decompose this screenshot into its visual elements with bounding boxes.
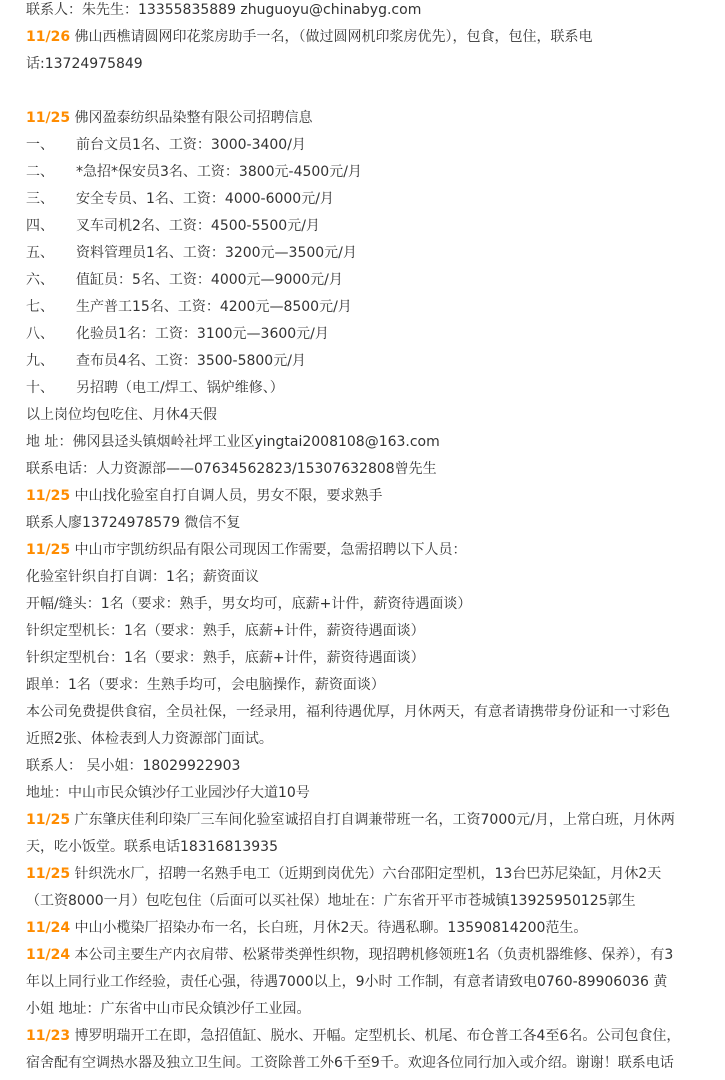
post-text-continued: 宿舍配有空调热水器及独立卫生间。工资除普工外6千至9千。欢迎各位同行加入或介绍。谢谢！联系电话 (26, 1055, 674, 1071)
contact-line: 联系人：朱先生：13355835889 zhuguoyu@chinabyg.com (26, 2, 422, 18)
post-date: 11/26 (26, 29, 71, 45)
job-item (26, 132, 706, 159)
post-text: 佛山西樵请圆网印花浆房助手一名，（做过圆网机印浆房优先），包食，包住，联系电 (70, 29, 593, 45)
item-number: 九、 (26, 353, 54, 369)
item-text: 叉车司机2名、工资：4500-5500元/月 (76, 218, 320, 234)
post-date: 11/25 (26, 110, 71, 126)
phone-line: 联系电话：人力资源部——07634562823/15307632808曾先生 (26, 461, 437, 477)
post-line: 本公司免费提供食宿，全员社保，一经录用，福利待遇优厚，月休两天，有意者请携带身份证和一寸彩色 (26, 704, 670, 720)
post-text: 本公司主要生产内衣肩带、松紧带类弹性织物，现招聘机修领班1名（负责机器维修、保养），有3 (70, 947, 674, 963)
item-number: 八、 (26, 326, 54, 342)
post-text-continued: 小姐 地址：广东省中山市民众镇沙仔工业园。 (26, 1001, 311, 1017)
post-date: 11/23 (26, 1028, 71, 1044)
job-post-2-title (26, 105, 706, 132)
post-line: 针织定型机台：1名（要求：熟手，底薪+计件，薪资待遇面谈） (26, 650, 425, 666)
post-text: 广东肇庆佳利印染厂三车间化验室诚招自打自调兼带班一名，工资7000元/月，上常白班，月休两 (70, 812, 675, 828)
spacer (26, 78, 706, 105)
job-post-8 (26, 942, 706, 969)
item-text: 前台文员1名、工资：3000-3400/月 (76, 137, 306, 153)
post-text-continued: 天，吃小饭堂。联系电话18316813935 (26, 839, 278, 855)
item-text: 另招聘（电工/焊工、锅炉维修、） (76, 380, 284, 396)
post-text: 针织洗水厂，招聘一名熟手电工（近期到岗优先）六台邵阳定型机，13台巴苏尼染缸，月休2天 (70, 866, 662, 882)
post-text: 博罗明瑞开工在即，急招值缸、脱水、开幅。定型机长、机尾、布仓普工各4至6名。公司包食住， (70, 1028, 681, 1044)
item-number: 三、 (26, 191, 54, 207)
post-text-continued: （工资8000一月）包吃包住（后面可以买社保）地址在：广东省开平市苍城镇13925950125郭生 (26, 893, 636, 909)
job-post-7 (26, 915, 706, 942)
post-title: 中山市宇凯纺织品有限公司现因工作需要，急需招聘以下人员： (70, 542, 467, 558)
job-item (26, 375, 706, 402)
contact-line: 联系人： 吴小姐：18029922903 (26, 758, 241, 774)
post-date: 11/24 (26, 920, 71, 936)
post-text: 中山小榄染厂招染办布一名，长白班，月休2天。待遇私聊。13590814200范生。 (70, 920, 588, 936)
job-item (26, 213, 706, 240)
job-item (26, 186, 706, 213)
item-number: 十、 (26, 380, 54, 396)
post-title: 佛冈盈泰纺织品染整有限公司招聘信息 (70, 110, 313, 126)
job-post-9 (26, 1023, 706, 1050)
item-text: 值缸员：5名、工资：4000元—9000元/月 (76, 272, 343, 288)
item-text: 安全专员、1名、工资：4000-6000元/月 (76, 191, 334, 207)
item-number: 一、 (26, 137, 54, 153)
job-post-6 (26, 861, 706, 888)
contact-line: 联系人廖13724978579 微信不复 (26, 515, 241, 531)
item-number: 七、 (26, 299, 54, 315)
post-line: 开幅/缝头：1名（要求：熟手，男女均可，底薪+计件，薪资待遇面谈） (26, 596, 472, 612)
job-item (26, 267, 706, 294)
article-body (26, 0, 706, 1077)
item-text: 生产普工15名、工资：4200元—8500元/月 (76, 299, 352, 315)
post-line: 化验室针织自打自调：1名；薪资面议 (26, 569, 259, 585)
item-number: 二、 (26, 164, 54, 180)
job-post-1 (26, 24, 706, 51)
post-text-continued: 话:13724975849 (26, 56, 143, 72)
item-number: 五、 (26, 245, 54, 261)
job-post-5 (26, 807, 706, 834)
address-line: 地址：中山市民众镇沙仔工业园沙仔大道10号 (26, 785, 310, 801)
post-title: 中山找化验室自打自调人员，男女不限，要求熟手 (70, 488, 383, 504)
item-text: 化验员1名：工资：3100元—3600元/月 (76, 326, 329, 342)
job-post-3 (26, 483, 706, 510)
item-text: 资料管理员1名、工资：3200元—3500元/月 (76, 245, 357, 261)
post-date: 11/25 (26, 488, 71, 504)
job-item (26, 240, 706, 267)
item-text: 查布员4名、工资：3500-5800元/月 (76, 353, 306, 369)
job-item (26, 348, 706, 375)
post-date: 11/25 (26, 812, 71, 828)
address-line: 地 址：佛冈县迳头镇烟岭社坪工业区yingtai2008108@163.com (26, 434, 440, 450)
benefits-note: 以上岗位均包吃住、月休4天假 (26, 407, 217, 423)
post-date: 11/25 (26, 866, 71, 882)
job-item (26, 321, 706, 348)
job-item (26, 294, 706, 321)
post-date: 11/24 (26, 947, 71, 963)
job-post-4 (26, 537, 706, 564)
post-line: 跟单：1名（要求：生熟手均可，会电脑操作，薪资面谈） (26, 677, 385, 693)
item-number: 四、 (26, 218, 54, 234)
item-text: *急招*保安员3名、工资：3800元-4500元/月 (76, 164, 362, 180)
post-text-continued: 年以上同行业工作经验，责任心强，待遇7000以上，9小时 工作制，有意者请致电0760-89906036 黄 (26, 974, 668, 990)
post-date: 11/25 (26, 542, 71, 558)
job-item (26, 159, 706, 186)
post-line: 针织定型机长：1名（要求：熟手，底薪+计件，薪资待遇面谈） (26, 623, 425, 639)
item-number: 六、 (26, 272, 54, 288)
post-line: 近照2张、体检表到人力资源部门面试。 (26, 731, 273, 747)
